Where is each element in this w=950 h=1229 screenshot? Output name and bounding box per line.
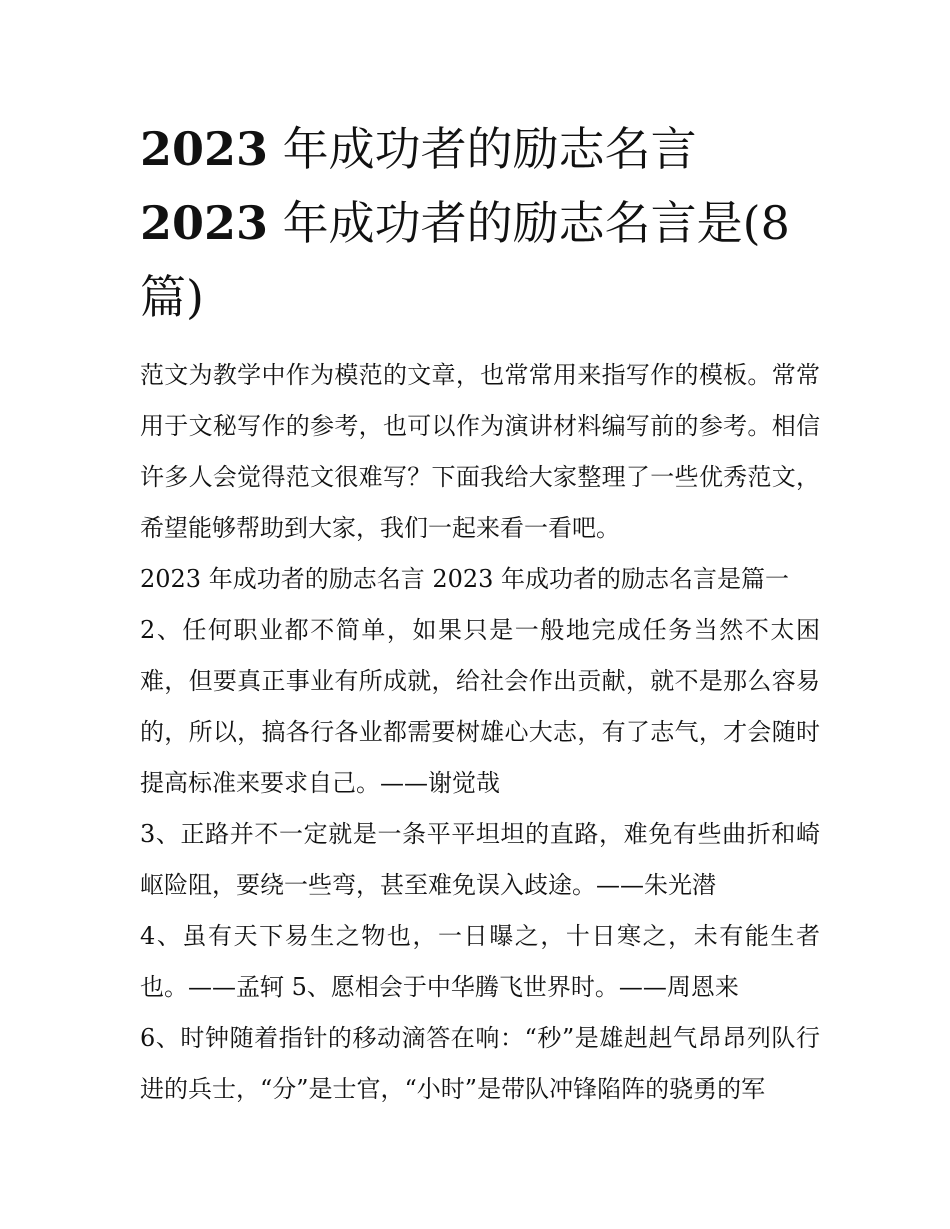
document-title [140, 112, 820, 334]
title-year: 2023 [140, 196, 269, 250]
quote-paragraph: 6、时钟随着指针的移动滴答在响：“秒”是雄赳赳气昂昂列队行进的兵士，“分”是士官，“小时”是带队冲锋陷阵的骁勇的军 [140, 1024, 820, 1103]
title-line-1 [140, 122, 697, 176]
quote-paragraph: 4、虽有天下易生之物也，一日曝之，十日寒之，未有能生者也。——孟轲 5、愿相会于中华腾飞世界时。——周恩来 [140, 922, 820, 1001]
intro-paragraph: 范文为教学中作为模范的文章，也常常用来指写作的模板。常常用于文秘写作的参考，也可以作为演讲材料编写前的参考。相信许多人会觉得范文很难写？下面我给大家整理了一些优秀范文，希望能够帮助到大家，我们一起来看一看吧。 [140, 361, 820, 542]
title-line-2 [140, 196, 790, 250]
document-body [140, 350, 820, 1115]
title-year: 2023 [140, 122, 269, 176]
quote-paragraph: 2、任何职业都不简单，如果只是一般地完成任务当然不太困难，但要真正事业有所成就，给社会作出贡献，就不是那么容易的，所以，搞各行各业都需要树雄心大志，有了志气，才会随时提高标准来要求自己。——谢觉哉 [140, 616, 820, 797]
document-page [140, 112, 820, 1115]
title-text: 年成功者的励志名言是(8 [268, 196, 790, 250]
section-heading: 2023 年成功者的励志名言 2023 年成功者的励志名言是篇一 [140, 565, 790, 593]
title-line-3: 篇) [140, 270, 204, 324]
title-text: 年成功者的励志名言 [268, 122, 697, 176]
quote-paragraph: 3、正路并不一定就是一条平平坦坦的直路，难免有些曲折和崎岖险阻，要绕一些弯，甚至难免误入歧途。——朱光潜 [140, 820, 820, 899]
